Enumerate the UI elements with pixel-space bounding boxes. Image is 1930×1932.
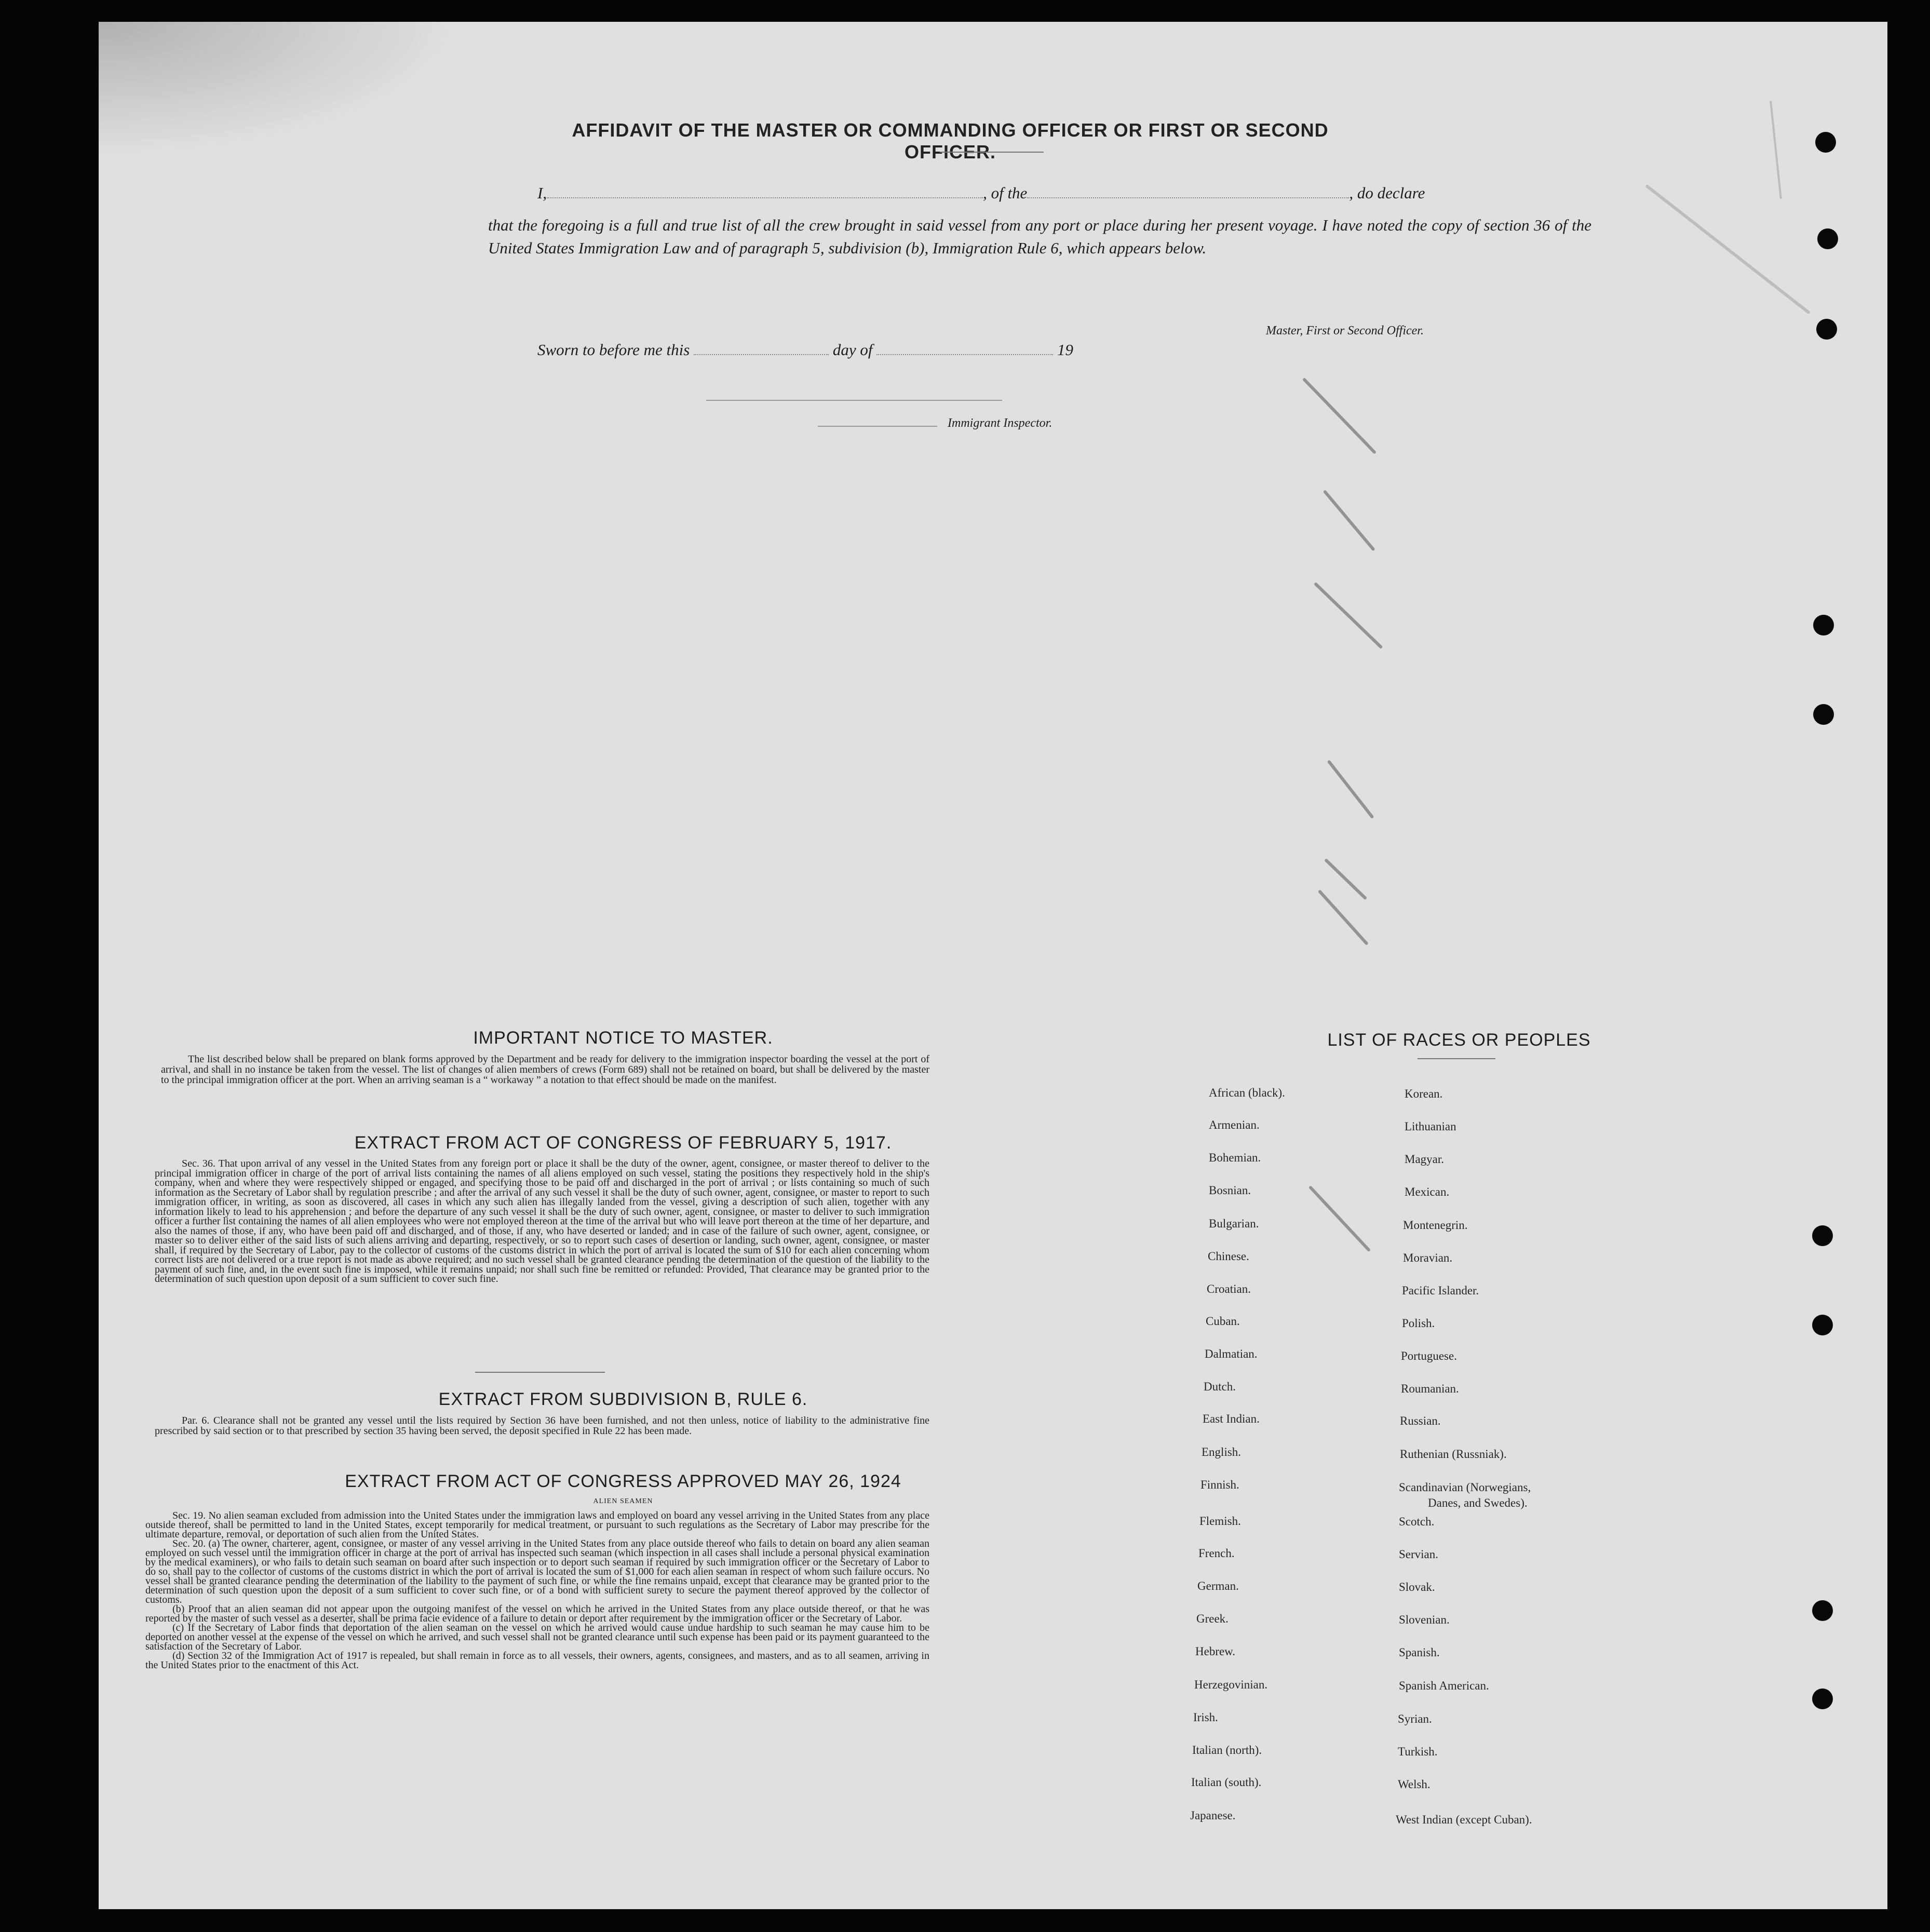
race-item: Polish. bbox=[1402, 1317, 1435, 1330]
race-item: Herzegovinian. bbox=[1194, 1678, 1268, 1691]
punch-hole-icon bbox=[1815, 132, 1836, 153]
do-declare-label: , do declare bbox=[1349, 184, 1425, 202]
race-item: Magyar. bbox=[1405, 1153, 1445, 1166]
race-item: Hebrew. bbox=[1195, 1645, 1236, 1658]
sworn-month-field[interactable] bbox=[876, 354, 1053, 355]
pencil-mark bbox=[1327, 760, 1374, 819]
sworn-label: Sworn to before me this bbox=[537, 341, 690, 359]
notice-title: IMPORTANT NOTICE TO MASTER. bbox=[473, 1028, 773, 1048]
extract-1924-paragraph: Sec. 19. No alien seaman excluded from admission into the United States under the immigration laws and employed on board any vessel arriving in the United States from any place outside thereof, shall be permitted to land in the United States, except temporarily for medical treatment, or pursuant to such regulations as the Secretary of Labor may prescribe for the ultimate departure, removal, or deportation of such alien from the United States. bbox=[145, 1510, 929, 1540]
document-page bbox=[99, 22, 1887, 1909]
race-item: Bohemian. bbox=[1209, 1151, 1261, 1164]
master-signature-label: Master, First or Second Officer. bbox=[1266, 324, 1424, 337]
race-item: Finnish. bbox=[1200, 1478, 1239, 1491]
race-item: Slovenian. bbox=[1399, 1613, 1450, 1626]
race-item: German. bbox=[1197, 1579, 1239, 1592]
extract-1924-paragraph: (d) Section 32 of the Immigration Act of 1917 is repealed, but shall remain in force as to all vessels, their owners, agents, consignees, and masters, and as to all seamen, arriving in the United States prior to the enactment of this Act. bbox=[145, 1650, 929, 1671]
section-divider bbox=[475, 1372, 605, 1373]
race-item: Scotch. bbox=[1399, 1515, 1435, 1528]
race-item: Servian. bbox=[1399, 1548, 1439, 1561]
race-item: French. bbox=[1198, 1547, 1235, 1560]
race-item: Irish. bbox=[1193, 1711, 1218, 1724]
race-item: Danes, and Swedes). bbox=[1428, 1496, 1528, 1509]
race-item: Turkish. bbox=[1398, 1745, 1438, 1758]
extract-1924-title: EXTRACT FROM ACT OF CONGRESS APPROVED MAY 26, 1924 bbox=[345, 1471, 901, 1491]
punch-hole-icon bbox=[1812, 1600, 1833, 1621]
race-item: Russian. bbox=[1400, 1414, 1441, 1427]
race-item: Welsh. bbox=[1398, 1778, 1430, 1791]
race-item: Ruthenian (Russniak). bbox=[1400, 1448, 1507, 1461]
inspector-prefix-line bbox=[818, 426, 937, 427]
race-item: Dutch. bbox=[1204, 1380, 1236, 1393]
pencil-mark bbox=[1323, 490, 1375, 551]
race-item: Flemish. bbox=[1199, 1515, 1241, 1528]
sworn-line bbox=[537, 341, 1238, 359]
punch-hole-icon bbox=[1812, 1225, 1833, 1246]
inspector-signature-line bbox=[706, 400, 1002, 401]
race-item: Korean. bbox=[1405, 1087, 1443, 1100]
race-item: Spanish American. bbox=[1399, 1679, 1489, 1692]
pencil-mark bbox=[1645, 184, 1811, 315]
race-item: Japanese. bbox=[1190, 1809, 1236, 1822]
race-item: Lithuanian bbox=[1405, 1120, 1456, 1133]
race-item: Bosnian. bbox=[1209, 1184, 1251, 1197]
extract-rule6-text: Par. 6. Clearance shall not be granted any vessel until the lists required by Section 36 have been furnished, and not then unless, notice of liability to the administrative fine prescribed by said section or to that prescribed by section 35 having been served, the deposit specified in Rule 22 has been made. bbox=[155, 1415, 929, 1437]
extract-1924-subtitle: ALIEN SEAMEN bbox=[593, 1497, 653, 1505]
race-item: Slovak. bbox=[1399, 1580, 1435, 1593]
race-item: African (black). bbox=[1209, 1086, 1285, 1099]
race-item: Bulgarian. bbox=[1209, 1217, 1259, 1230]
race-item: Italian (south). bbox=[1191, 1776, 1262, 1789]
extract-1924-paragraph: (b) Proof that an alien seaman did not appear upon the outgoing manifest of the vessel on which he arrived in the United States from any place outside thereof, or that he was reported by the master of such vessel as a deserter, shall be prima facie evidence of a failure to detain or deport after requirement by the immigration officer or the Secretary of Labor. bbox=[145, 1603, 929, 1624]
sworn-day-field[interactable] bbox=[694, 354, 829, 355]
extract-1917-text: Sec. 36. That upon arrival of any vessel in the United States from any foreign port or place it shall be the duty of the owner, agent, consignee, or master thereof to deliver to the principal immigration officer in charge of the port of arrival lists containing the names of all aliens employed on such vessel, stating the positions they respectively hold in the ship's company, when and where they were respectively shipped or engaged, and specifying those to be paid off and discharged in the port of arrival ; or lists containing so much of such information as the Secretary of Labor shall by regulation prescribe ; and after the arrival of any such vessel it shall be the duty of such owner, agent, consignee, or master to report to such immigration officer, in writing, as soon as discovered, all cases in which any such alien has illegally landed from the vessel, giving a description of such alien, together with any information likely to lead to his apprehension ; and before the departure of any such vessel it shall be the duty of such owner, agent, consignee, or master to deliver to such immigration officer a further list containing the names of all alien employees who were not employed thereon at the time of the arrival but who will leave port thereon at the time of her departure, and also the names of those, if any, who have been paid off and discharged, and of those, if any, who have deserted or landed; and in case of the failure of such owner, agent, consignee, or master so to deliver either of the said lists of such aliens arriving and departing, respectively, or so to report such cases of desertion or landing, such owner, agent, consignee, or master shall, if required by the Secretary of Labor, pay to the collector of customs of the customs district in which the port of arrival is located the sum of $10 for each alien concerning whom correct lists are not delivered or a true report is not made as above required; and no such vessel shall be granted clearance pending the determination of the question of the liability to the payment of such fine, and, in the event such fine is imposed, while it remains unpaid; nor shall such fine be remitted or refunded: Provided, That clearance may be granted prior to the determination of such question upon deposit of a sum sufficient to cover such fine. bbox=[155, 1158, 929, 1285]
pencil-mark bbox=[1308, 1185, 1371, 1252]
race-item: English. bbox=[1202, 1445, 1241, 1458]
races-title: LIST OF RACES OR PEOPLES bbox=[1327, 1030, 1591, 1050]
affidavit-body: that the foregoing is a full and true list of all the crew brought in said vessel from any port or place during her present voyage. I have noted the copy of section 36 of the United States Immigration Law and of paragraph 5, subdivision (b), Immigration Rule 6, which appears below. bbox=[488, 216, 1591, 257]
inspector-label: Immigrant Inspector. bbox=[948, 416, 1052, 430]
pencil-mark bbox=[1314, 582, 1383, 649]
extract-1917-title: EXTRACT FROM ACT OF CONGRESS OF FEBRUARY 5, 1917. bbox=[354, 1133, 892, 1153]
race-item: Greek. bbox=[1196, 1612, 1229, 1625]
year-prefix: 19 bbox=[1057, 341, 1073, 359]
race-item: East Indian. bbox=[1203, 1412, 1260, 1425]
race-item: Moravian. bbox=[1403, 1251, 1453, 1264]
day-of-label: day of bbox=[832, 341, 873, 359]
master-name-field[interactable] bbox=[547, 197, 983, 198]
title-underline bbox=[940, 152, 1044, 153]
punch-hole-icon bbox=[1812, 1315, 1833, 1335]
race-item: Roumanian. bbox=[1401, 1382, 1459, 1395]
punch-hole-icon bbox=[1813, 704, 1834, 725]
vessel-name-field[interactable] bbox=[1027, 197, 1349, 198]
punch-hole-icon bbox=[1817, 228, 1838, 249]
race-item: Mexican. bbox=[1405, 1185, 1450, 1198]
affidavit-title: AFFIDAVIT OF THE MASTER OR COMMANDING OFFICER OR FIRST OR SECOND OFFICER. bbox=[572, 119, 1329, 163]
race-item: Scandinavian (Norwegians, bbox=[1399, 1481, 1531, 1494]
punch-hole-icon bbox=[1816, 319, 1837, 340]
pencil-mark bbox=[1302, 377, 1376, 454]
race-item: Italian (north). bbox=[1192, 1744, 1262, 1757]
race-item: Armenian. bbox=[1209, 1118, 1260, 1131]
race-item: Portuguese. bbox=[1401, 1349, 1457, 1362]
notice-text: The list described below shall be prepared on blank forms approved by the Department and be ready for delivery to the immigration inspector boarding the vessel at the port of arrival, and shall in no instance be taken from the vessel. The list of changes of alien members of crews (Form 689) shall not be retained on board, but shall be delivered by the master to the principal immigration officer at the port. When an arriving seaman is a “ workaway ” a notation to that effect should be made on the manifest. bbox=[161, 1053, 929, 1086]
race-item: Syrian. bbox=[1398, 1712, 1432, 1725]
race-item: Spanish. bbox=[1399, 1646, 1440, 1659]
pencil-mark bbox=[1318, 889, 1369, 945]
race-item: Chinese. bbox=[1208, 1250, 1249, 1263]
i-label: I, bbox=[537, 184, 547, 202]
race-item: Dalmatian. bbox=[1205, 1347, 1258, 1360]
pencil-mark bbox=[1324, 858, 1367, 900]
extract-1924-paragraph: Sec. 20. (a) The owner, charterer, agent, consignee, or master of any vessel arriving in the United States from any place outside thereof who fails to detain on board any alien seaman employed on such vessel until the immigration officer in charge at the port of arrival has inspected such seaman (which inspection in all cases shall include a personal physical examination by the medical examiners), or who fails to detain such seaman on board after such inspection or to deport such seaman if required by such immigration officer or the Secretary of Labor to do so, shall pay to the collector of customs of the customs district in which the port of arrival is located the sum of $1,000 for each alien seaman in respect of whom such failure occurs. No vessel shall be granted clearance pending the determination of the liability to the payment of such fine, or while the fine remains unpaid, except that clearance may be granted prior to the determination of such question upon the deposit of a sum sufficient to cover such fine, or of a bond with sufficient surety to secure the payment thereof approved by the collector of customs. bbox=[145, 1538, 929, 1605]
affidavit-first-line bbox=[537, 184, 1591, 202]
race-item: West Indian (except Cuban). bbox=[1396, 1813, 1532, 1826]
pencil-mark bbox=[1770, 101, 1782, 199]
extract-rule6-title: EXTRACT FROM SUBDIVISION B, RULE 6. bbox=[438, 1389, 808, 1409]
race-item: Montenegrin. bbox=[1403, 1219, 1468, 1232]
punch-hole-icon bbox=[1813, 615, 1834, 636]
extract-1924-body bbox=[145, 1511, 929, 1670]
races-title-underline bbox=[1418, 1058, 1495, 1059]
race-item: Croatian. bbox=[1207, 1282, 1251, 1295]
extract-1924-paragraph: (c) If the Secretary of Labor finds that deportation of the alien seaman on the vessel on which he arrived would cause undue hardship to such seaman he may cause him to be deported on another vessel at the expense of the vessel on which he arrived, and such vessel shall not be granted clearance until such expense has been paid or its payment guaranteed to the satisfaction of the Secretary of Labor. bbox=[145, 1622, 929, 1652]
of-the-label: , of the bbox=[983, 184, 1028, 202]
race-item: Pacific Islander. bbox=[1402, 1284, 1479, 1297]
punch-hole-icon bbox=[1812, 1688, 1833, 1709]
race-item: Cuban. bbox=[1206, 1315, 1240, 1328]
